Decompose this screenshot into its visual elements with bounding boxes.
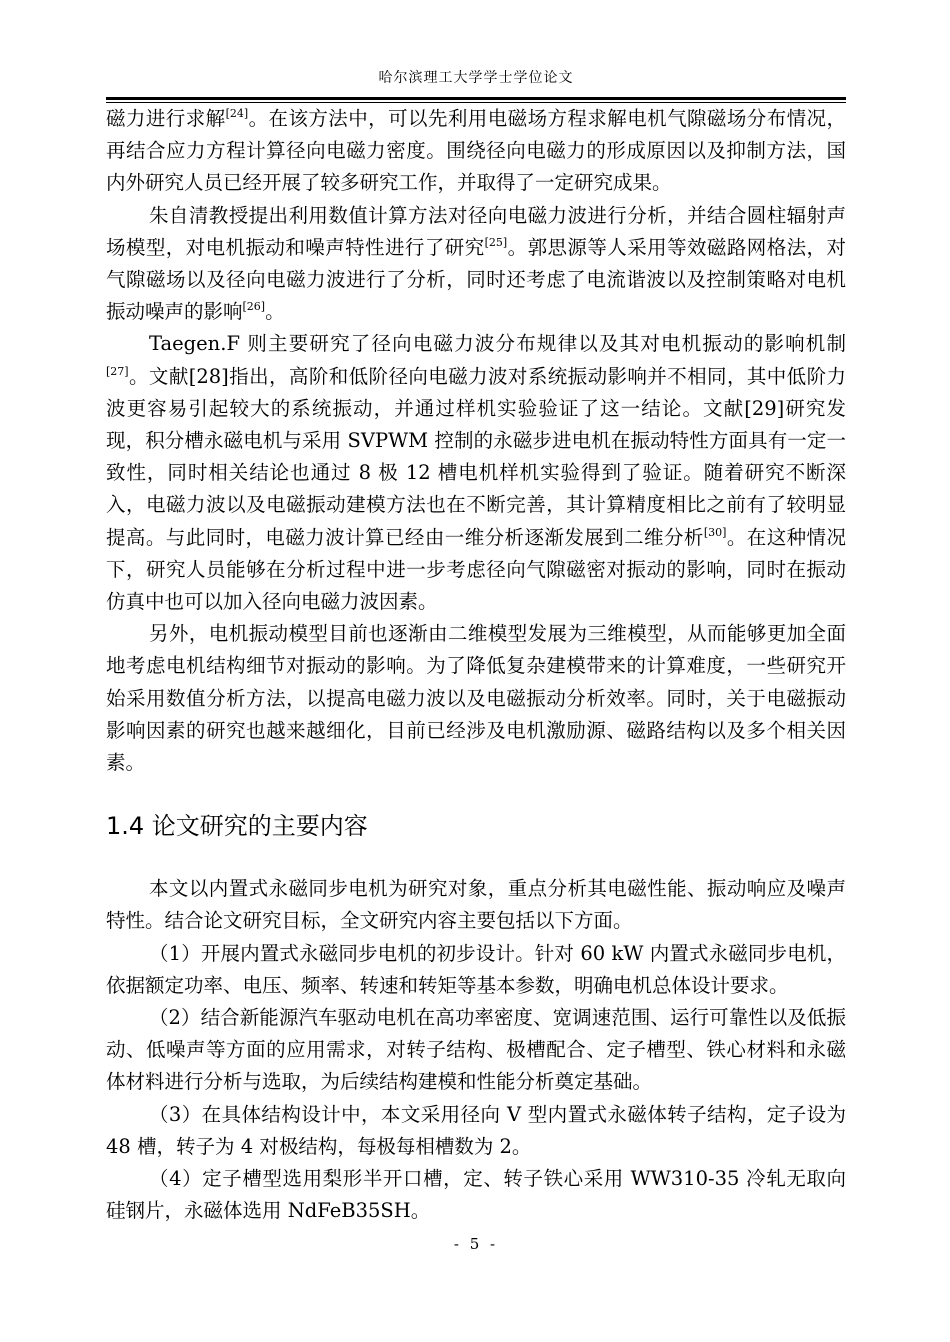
citation: [30] bbox=[703, 525, 727, 539]
list-item-3: （3）在具体结构设计中，本文采用径向 V 型内置式永磁体转子结构，定子设为 48 槽，转子为 4 对极结构，每极每相槽数为 2。 bbox=[106, 1102, 846, 1158]
section-paragraph-1: 本文以内置式永磁同步电机为研究对象，重点分析其电磁性能、振动响应及噪声特性。结合论文研究目标，全文研究内容主要包括以下方面。 bbox=[106, 877, 846, 933]
header-rule-thick bbox=[106, 97, 846, 100]
section-heading: 1.4 论文研究的主要内容 bbox=[106, 812, 368, 841]
paragraph-4: 另外，电机振动模型目前也逐渐由二维模型发展为三维模型，从而能够更加全面地考虑电机结构细节对振动的影响。为了降低复杂建模带来的计算难度，一些研究开始采用数值分析方法，以提高电磁力波以及电磁振动分析效率。同时，关于电磁振动影响因素的研究也越来越细化，目前已经涉及电机激励源、磁路结构以及多个相关因素。 bbox=[106, 622, 846, 775]
paragraph-3: Taegen.F 则主要研究了径向电磁力波分布规律以及其对电机振动的影响机制[27]。文献[28]指出，高阶和低阶径向电磁力波对系统振动影响并不相同，其中低阶力波更容易引起较大的系统振动，并通过样机实验验证了这一结论。文献[29]研究发现，积分槽永磁电机与采用 SVPWM 控制的永磁步进电机在振动特性方面具有一定一致性，同时相关结论也通过 8 极 12 槽电机样机实验得到了验证。随着研究不断深入，电磁力波以及电磁振动建模方法也在不断完善，其计算精度相比之前有了较明显提高。与此同时，电磁力波计算已经由一维分析逐渐发展到二维分析[30]。在这种情况下，研究人员能够在分析过程中进一步考虑径向气隙磁密对振动的影响，同时在振动仿真中也可以加入径向电磁力波因素。 bbox=[106, 332, 846, 614]
page-number: - 5 - bbox=[453, 1235, 499, 1253]
citation: [26] bbox=[242, 300, 266, 314]
citation: [27] bbox=[106, 364, 129, 378]
citation: [24] bbox=[225, 107, 249, 120]
running-header: 哈尔滨理工大学学士学位论文 bbox=[378, 70, 574, 86]
list-item-1: （1）开展内置式永磁同步电机的初步设计。针对 60 kW 内置式永磁同步电机，依据额定功率、电压、频率、转速和转矩等基本参数，明确电机总体设计要求。 bbox=[106, 941, 846, 997]
list-item-2: （2）结合新能源汽车驱动电机在高功率密度、宽调速范围、运行可靠性以及低振动、低噪声等方面的应用需求，对转子结构、极槽配合、定子槽型、铁心材料和永磁体材料进行分析与选取，为后续结构建模和性能分析奠定基础。 bbox=[106, 1006, 846, 1094]
paragraph-2: 朱自清教授提出利用数值计算方法对径向电磁力波进行分析，并结合圆柱辐射声场模型，对电机振动和噪声特性进行了研究[25]。郭思源等人采用等效磁路网格法，对气隙磁场以及径向电磁力波进行了分析，同时还考虑了电流谐波以及控制策略对电机振动噪声的影响[26]。 bbox=[106, 203, 846, 324]
citation: [25] bbox=[484, 235, 508, 249]
body-text bbox=[106, 103, 846, 1228]
paragraph-1: 磁力进行求解[24]。在该方法中，可以先利用电磁场方程求解电机气隙磁场分布情况，再结合应力方程计算径向电磁力密度。围绕径向电磁力的形成原因以及抑制方法，国内外研究人员已经开展了较多研究工作，并取得了一定研究成果。 bbox=[106, 107, 846, 195]
list-item-4: （4）定子槽型选用梨形半开口槽，定、转子铁心采用 WW310-35 冷轧无取向硅钢片，永磁体选用 NdFeB35SH。 bbox=[106, 1167, 846, 1223]
